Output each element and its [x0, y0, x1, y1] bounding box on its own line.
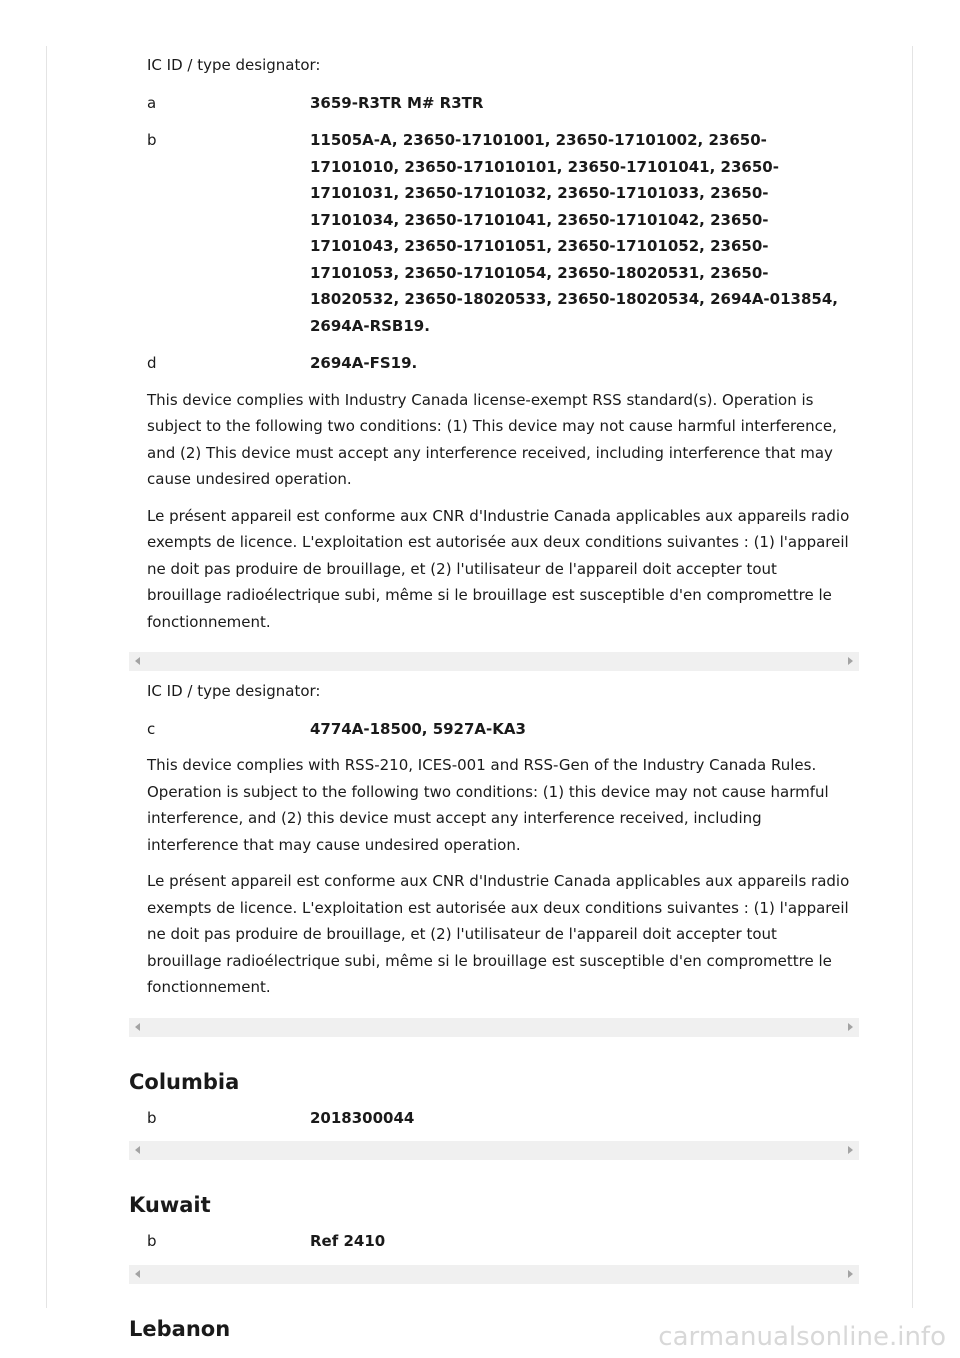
row-key: c	[147, 719, 156, 738]
left-border	[46, 46, 47, 1308]
scroll-right-icon[interactable]	[848, 1146, 853, 1154]
scroll-left-icon[interactable]	[135, 1270, 140, 1278]
horizontal-scrollbar[interactable]	[129, 1265, 859, 1284]
table-row	[129, 90, 859, 117]
horizontal-scrollbar[interactable]	[129, 1141, 859, 1160]
row-key: a	[147, 93, 157, 112]
scroll-right-icon[interactable]	[848, 1023, 853, 1031]
horizontal-scrollbar[interactable]	[129, 1018, 859, 1037]
right-border	[912, 46, 913, 1308]
horizontal-scrollbar[interactable]	[129, 652, 859, 671]
compliance-text-en: This device complies with RSS-210, ICES-001 and RSS-Gen of the Industry Canada Rules. Operation is subject to the following two conditions: (1) this device may not cause harmful interference, and (2) this device must accept any interference received, including interference that may cause undesired operation.	[147, 756, 829, 854]
scroll-left-icon[interactable]	[135, 1146, 140, 1154]
scroll-right-icon[interactable]	[848, 657, 853, 665]
table-row	[129, 1105, 859, 1132]
table-row	[129, 1228, 859, 1255]
scroll-right-icon[interactable]	[848, 1270, 853, 1278]
row-key: b	[147, 1232, 157, 1250]
row-key: b	[147, 131, 157, 149]
scroll-left-icon[interactable]	[135, 657, 140, 665]
section-heading-columbia: Columbia	[129, 1069, 240, 1094]
section-heading-lebanon: Lebanon	[129, 1316, 231, 1341]
row-value: 4774A-18500, 5927A-KA3	[310, 719, 526, 738]
compliance-text-en: This device complies with Industry Canada license-exempt RSS standard(s). Operation is subject to the following two conditions: (1) This device may not cause harmful interference, and (2) This device must accept any interference received, including interference that may cause undesired operation.	[147, 390, 837, 488]
ic-id-label: IC ID / type designator:	[147, 682, 321, 700]
row-key: d	[147, 354, 157, 372]
compliance-text-fr: Le présent appareil est conforme aux CNR d'Industrie Canada applicables aux appareils radio exempts de licence. L'exploitation est autorisée aux deux conditions suivantes : (1) l'appareil ne doit pas produire de brouillage, et (2) l'utilisateur de l'appareil doit accepter tout brouillage radioélectrique subi, même si le brouillage est susceptible d'en compromettre le fonctionnement.	[147, 506, 850, 631]
compliance-text-fr: Le présent appareil est conforme aux CNR d'Industrie Canada applicables aux appareils radio exempts de licence. L'exploitation est autorisée aux deux conditions suivantes : (1) l'appareil ne doit pas produire de brouillage, et (2) l'utilisateur de l'appareil doit accepter tout brouillage radioélectrique subi, même si le brouillage est susceptible d'en compromettre le fonctionnement.	[147, 872, 850, 996]
row-value: 2694A-FS19.	[310, 354, 418, 372]
table-row	[129, 716, 859, 743]
row-value: 3659-R3TR M# R3TR	[310, 93, 484, 112]
row-value: Ref 2410	[310, 1232, 386, 1250]
section-heading-kuwait: Kuwait	[129, 1193, 211, 1217]
ic-id-label: IC ID / type designator:	[147, 56, 321, 74]
document-content	[129, 48, 859, 1343]
table-row	[129, 127, 859, 339]
row-key: b	[147, 1108, 157, 1127]
row-value: 2018300044	[310, 1108, 415, 1127]
watermark: carmanualsonline.info	[658, 1322, 946, 1352]
table-row	[129, 350, 859, 377]
scroll-left-icon[interactable]	[135, 1023, 140, 1031]
row-value: 11505A-A, 23650-17101001, 23650-17101002, 23650-17101010, 23650-171010101, 23650-17101041, 23650-17101031, 23650-17101032, 23650-17101033, 23650-17101034, 23650-17101041, 23650-17101042, 23650-17101043, 23650-17101051, 23650-17101052, 23650-17101053, 23650-17101054, 23650-18020531, 23650-18020532, 23650-18020533, 23650-18020534, 2694A-013854, 2694A-RSB19.	[310, 131, 838, 335]
